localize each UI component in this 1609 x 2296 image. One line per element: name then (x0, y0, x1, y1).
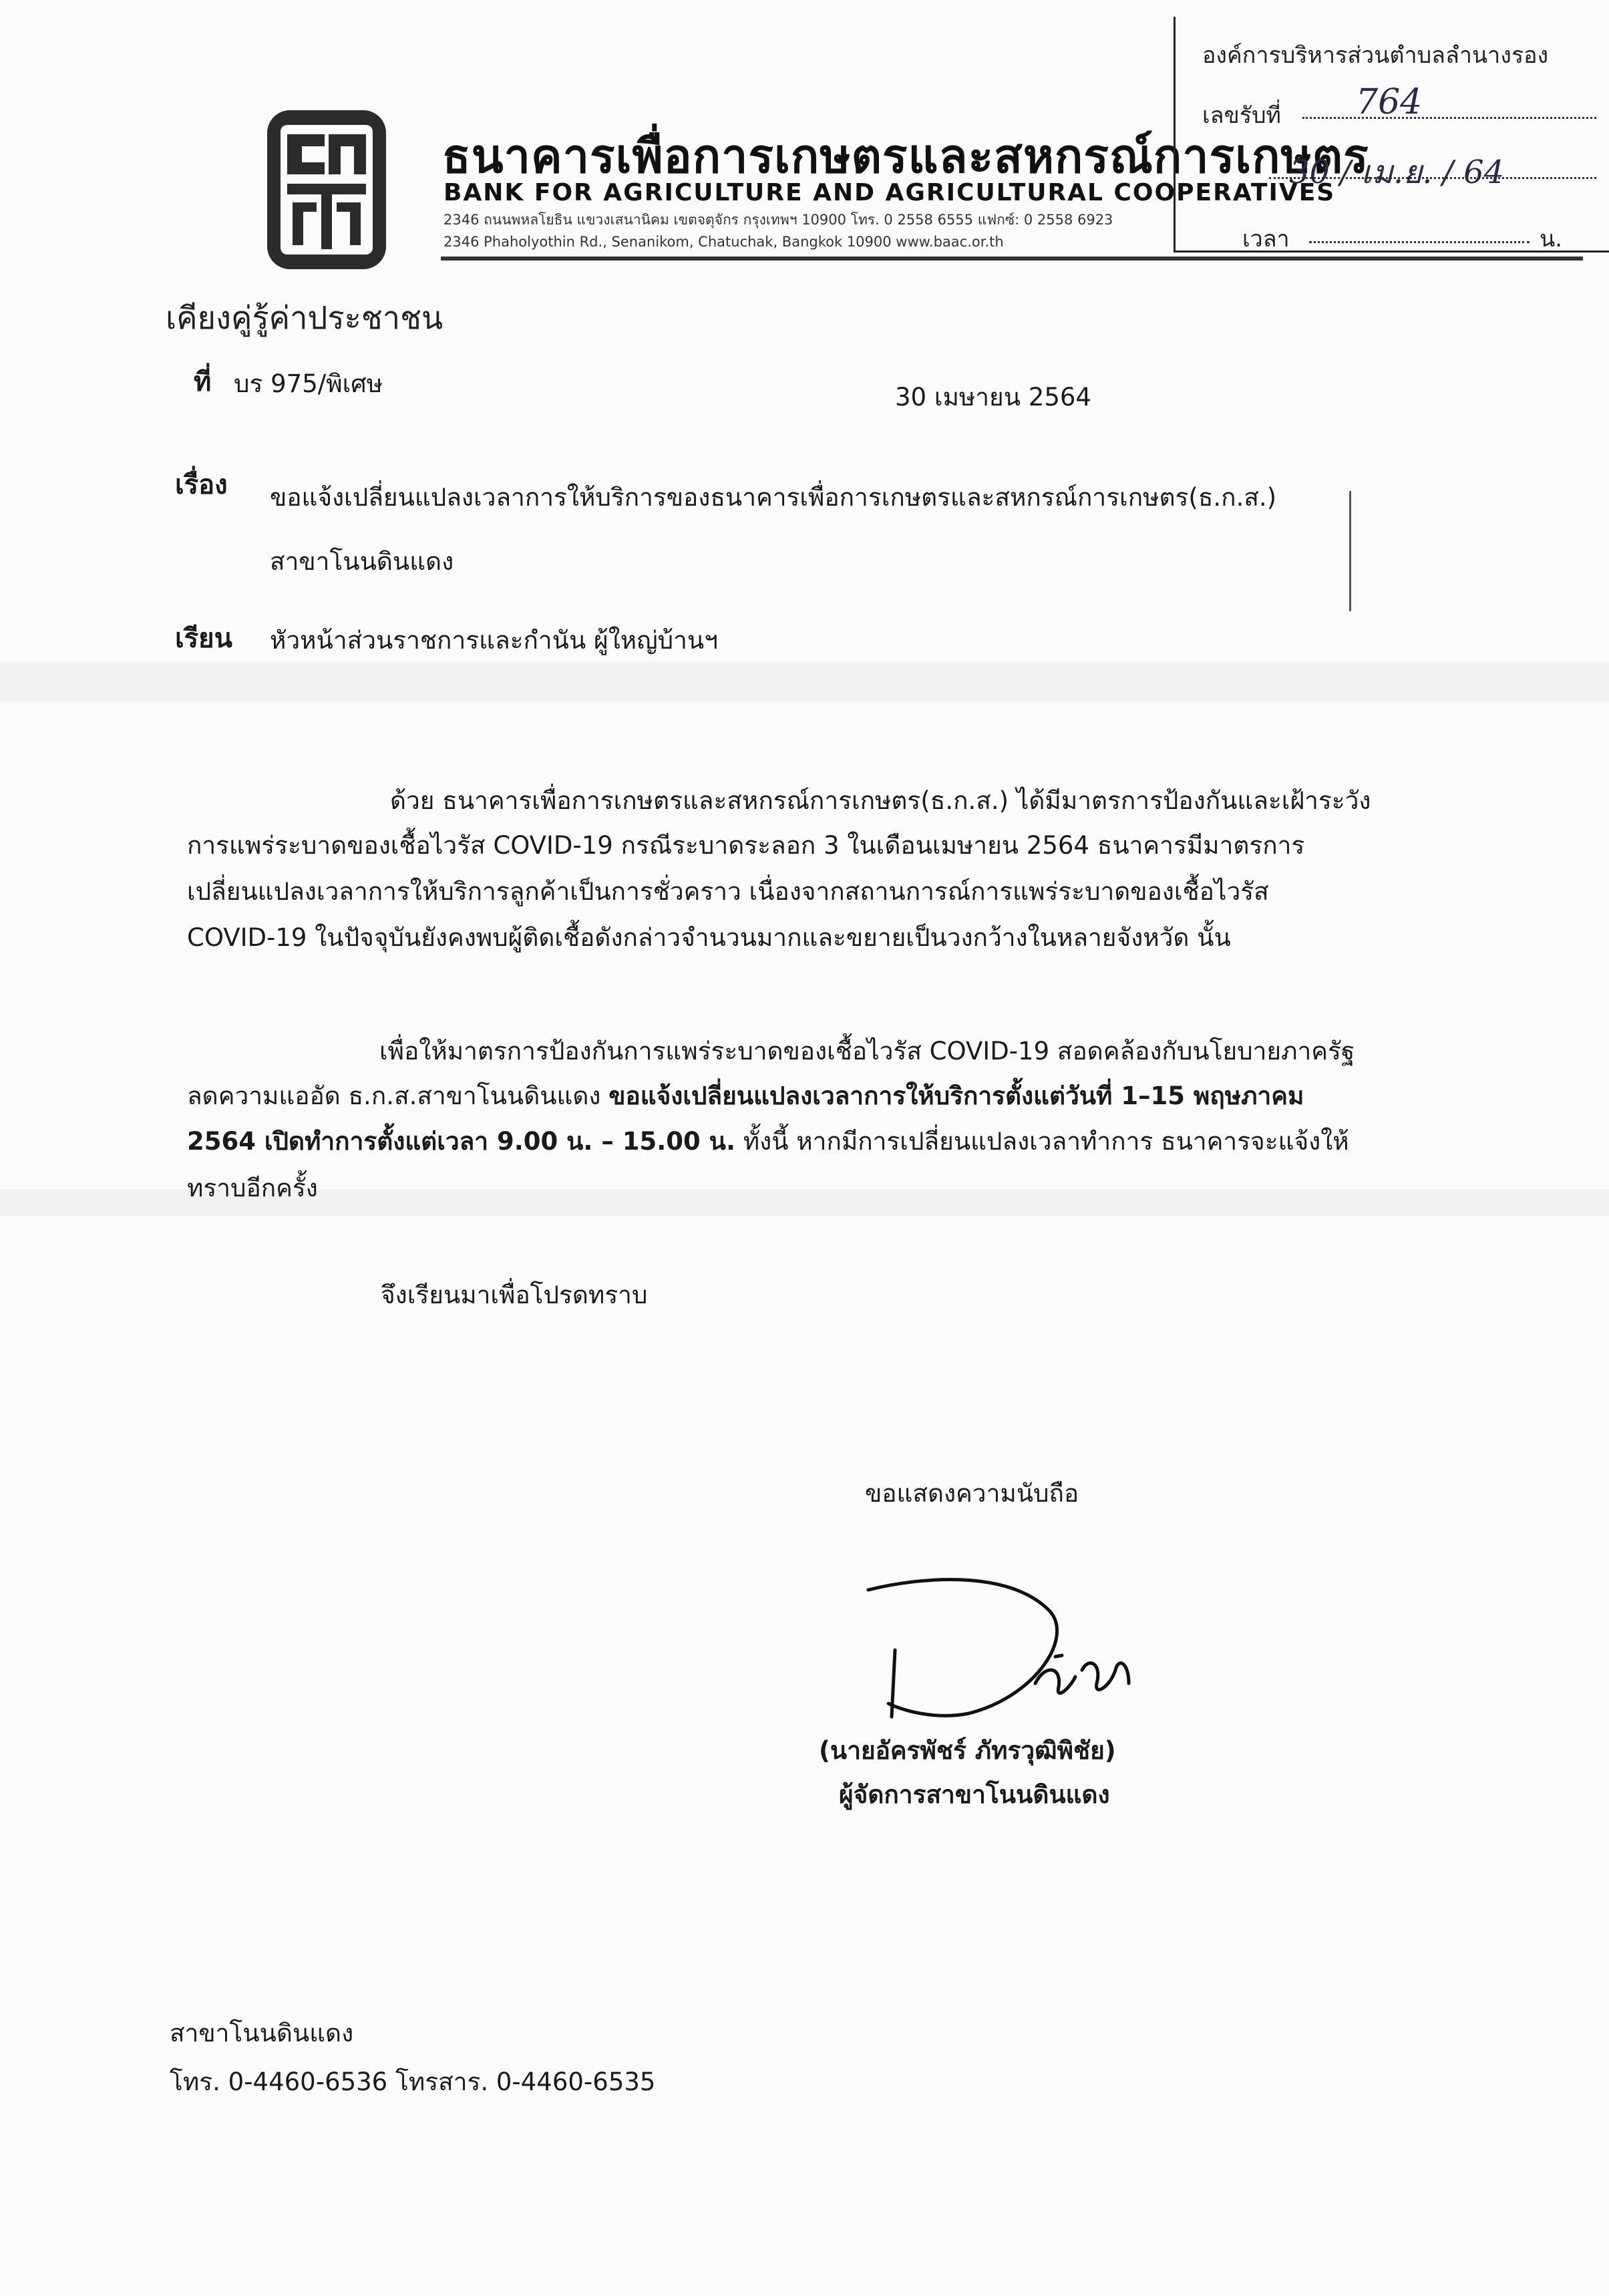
scan-band (0, 661, 1609, 701)
address-en: 2346 Phaholyothin Rd., Senanikom, Chatuchak, Bangkok 10900 www.baac.or.th (443, 234, 1004, 250)
header-rule (441, 257, 1583, 261)
letter-date: 30 เมษายน 2564 (895, 383, 1091, 412)
para2-line-2-normal: ลดความแออัด ธ.ก.ส.สาขาโนนดินแดง (187, 1082, 609, 1110)
bank-name-th: ธนาคารเพื่อการเกษตรและสหกรณ์การเกษตร (442, 129, 1369, 184)
para1-line-3: เปลี่ยนแปลงเวลาการให้บริการลูกค้าเป็นการชั่วคราว เนื่องจากสถานการณ์การแพร่ระบาดของเชื้อไวรัส (187, 877, 1269, 906)
stamp-time-unit: น. (1540, 226, 1563, 253)
stamp-date: 30 / เม.ย. / 64 (1289, 154, 1505, 191)
to-label: เรียน (175, 623, 232, 654)
para1-line-1: ด้วย ธนาคารเพื่อการเกษตรและสหกรณ์การเกษตร(ธ.ก.ส.) ได้มีมาตรการป้องกันและเฝ้าระวัง (390, 786, 1371, 815)
para2-line-2 (187, 1084, 1304, 1108)
subject-line-1: ขอแจ้งเปลี่ยนแปลงเวลาการให้บริการของธนาคารเพื่อการเกษตรและสหกรณ์การเกษตร(ธ.ก.ส.) (270, 483, 1277, 512)
ref-value: บร 975/พิเศษ (234, 369, 383, 398)
bank-name-en: BANK FOR AGRICULTURE AND AGRICULTURAL COOPERATIVES (443, 179, 1336, 206)
para2-line-4: ทราบอีกครั้ง (187, 1174, 318, 1202)
para2-line-3-normal: ทั้งนี้ หากมีการเปลี่ยนแปลงเวลาทำการ ธนาคารจะแจ้งให้ (735, 1127, 1349, 1156)
stamp-org: องค์การบริหารส่วนตำบลลำนางรอง (1202, 42, 1549, 69)
para2-line-1: เพื่อให้มาตรการป้องกันการแพร่ระบาดของเชื้อไวรัส COVID-19 สอดคล้องกับนโยบายภาครัฐ (379, 1037, 1355, 1065)
stamp-time-label: เวลา (1242, 226, 1290, 253)
ref-label: ที่ (194, 367, 212, 397)
para2-line-2-bold: ขอแจ้งเปลี่ยนแปลงเวลาการให้บริการตั้งแต่วันที่ 1–15 พฤษภาคม (608, 1082, 1304, 1110)
margin-mark (1349, 491, 1351, 611)
receiving-stamp (1174, 17, 1609, 253)
tagline: เคียงคู่รู้ค่าประชาชน (166, 300, 443, 337)
subject-label: เรื่อง (175, 470, 228, 500)
footer-phone: โทร. 0-4460-6536 โทรสาร. 0-4460-6535 (170, 2068, 656, 2096)
stamp-recv-line (1302, 117, 1596, 119)
valediction: ขอแสดงความนับถือ (865, 1479, 1079, 1508)
para2-line-3-bold: 2564 เปิดทำการตั้งแต่เวลา 9.00 น. – 15.00 น. (187, 1127, 736, 1156)
stamp-recv-no: 764 (1356, 82, 1423, 122)
subject-line-2: สาขาโนนดินแดง (270, 547, 454, 576)
stamp-recv-label: เลขรับที่ (1202, 102, 1281, 129)
para1-line-2: การแพร่ระบาดของเชื้อไวรัส COVID-19 กรณีระบาดระลอก 3 ในเดือนเมษายน 2564 ธนาคารมีมาตรการ (187, 831, 1305, 860)
signature (862, 1556, 1176, 1737)
to-value: หัวหน้าส่วนราชการและกำนัน ผู้ใหญ่บ้านฯ (270, 626, 719, 655)
stamp-time-line (1309, 241, 1530, 243)
closing-request: จึงเรียนมาเพื่อโปรดทราบ (381, 1281, 648, 1309)
address-th: 2346 ถนนพหลโยธิน แขวงเสนานิคม เขตจตุจักร กรุงเทพฯ 10900 โทร. 0 2558 6555 แฟกซ์: 0 2558 6923 (443, 212, 1113, 228)
baac-logo (266, 109, 387, 271)
para2-line-3 (187, 1129, 1349, 1154)
para1-line-4: COVID-19 ในปัจจุบันยังคงพบผู้ติดเชื้อดังกล่าวจำนวนมากและขยายเป็นวงกว้างในหลายจังหวัด นั้น (187, 923, 1231, 952)
signer-title: ผู้จัดการสาขาโนนดินแดง (839, 1780, 1110, 1809)
footer-branch: สาขาโนนดินแดง (170, 2019, 354, 2047)
signer-name: (นายอัครพัชร์ ภัทรวุฒิพิชัย) (819, 1736, 1116, 1765)
